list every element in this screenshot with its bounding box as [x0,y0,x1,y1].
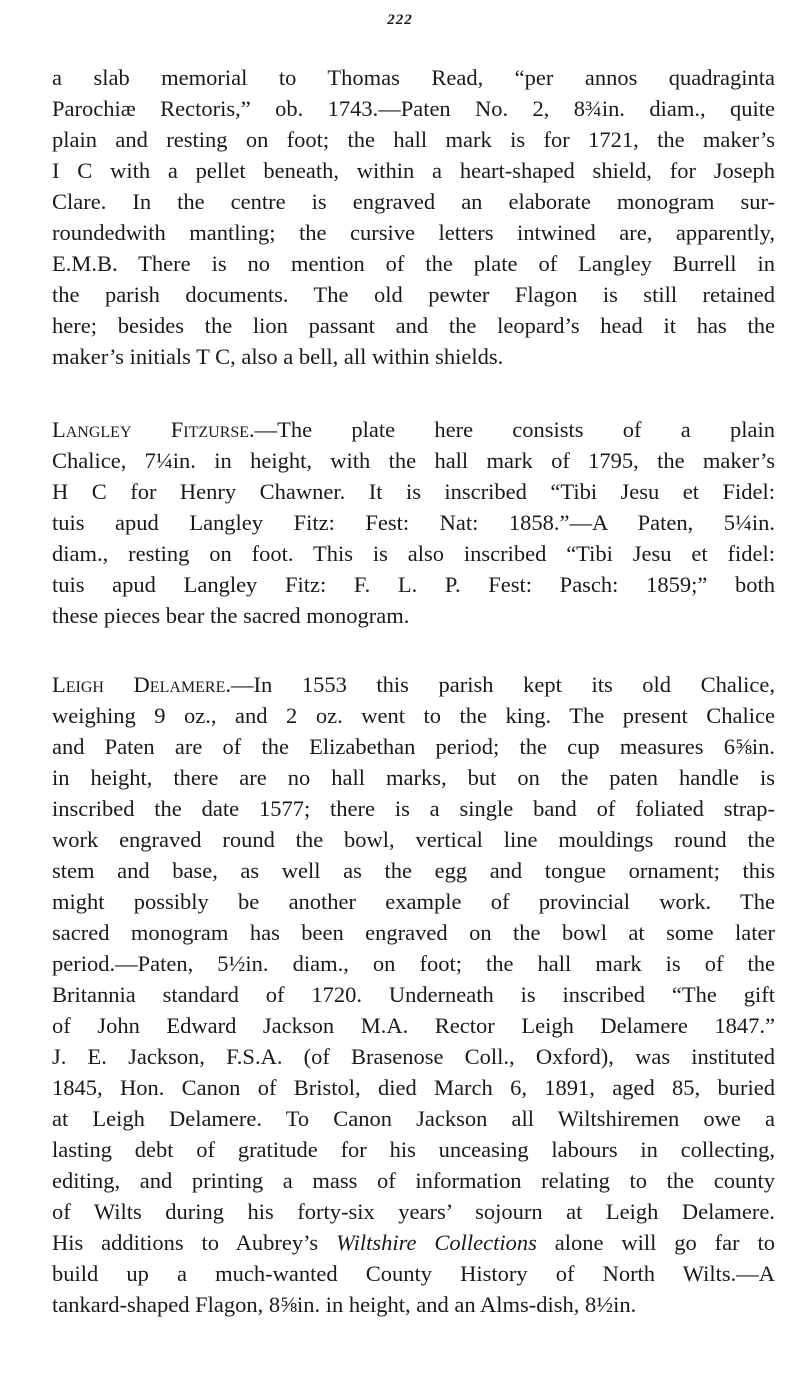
text-line [52,669,775,700]
text-line: tuis apud Langley Fitz: F. L. P. Fest: Pasch: 1859;” both [52,572,775,597]
text-line: period.—Paten, 5½in. diam., on foot; the hall mark is of the [52,951,775,976]
text-run: alone will go far to [536,1230,775,1255]
text-line: the parish documents. The old pewter Flagon is still retained [52,282,775,307]
text-line: plain and resting on foot; the hall mark is for 1721, the maker’s [52,127,775,152]
text-line: of Wilts during his forty-six years’ sojourn at Leigh Delamere. [52,1199,775,1224]
text-line: E.M.B. There is no mention of the plate of Langley Burrell in [52,251,775,276]
text-line: diam., resting on foot. This is also inscribed “Tibi Jesu et fidel: [52,541,775,566]
text-line: of John Edward Jackson M.A. Rector Leigh Delamere 1847.” [52,1013,775,1038]
text-line: tuis apud Langley Fitz: Fest: Nat: 1858.”—A Paten, 5¼in. [52,510,775,535]
text-line [52,414,775,445]
text-line: roundedwith mantling; the cursive letters intwined are, apparently, [52,220,775,245]
paragraph-leigh-delamere [52,669,775,1320]
text-line: might possibly be another example of provincial work. The [52,889,775,914]
text-line [52,1227,775,1258]
text-line: a slab memorial to Thomas Read, “per annos quadraginta [52,65,775,90]
text-line: at Leigh Delamere. To Canon Jackson all Wiltshiremen owe a [52,1106,775,1131]
paragraph-langley-fitzurse [52,414,775,631]
section-heading: Langley Fitzurse. [52,417,255,442]
text-line: 1845, Hon. Canon of Bristol, died March 6, 1891, aged 85, buried [52,1075,775,1100]
text-line: Clare. In the centre is engraved an elaborate monogram sur- [52,189,775,214]
text-line: work engraved round the bowl, vertical line mouldings round the [52,827,775,852]
text-line: Parochiæ Rectoris,” ob. 1743.—Paten No. 2, 8¾in. diam., quite [52,96,775,121]
book-title: Wiltshire Collections [336,1230,537,1255]
text-line: lasting debt of gratitude for his unceasing labours in collecting, [52,1137,775,1162]
text-run: —In 1553 this parish kept its old Chalice, [230,672,775,697]
text-line: inscribed the date 1577; there is a single band of foliated strap- [52,796,775,821]
section-heading: Leigh Delamere. [52,672,231,697]
text-run: His additions to Aubrey’s [52,1230,337,1255]
text-line: stem and base, as well as the egg and tongue ornament; this [52,858,775,883]
text-line: Britannia standard of 1720. Underneath is inscribed “The gift [52,982,775,1007]
text-run: —The plate here consists of a plain [254,417,775,442]
page-number: 222 [387,12,413,28]
paragraph-langley-burrell [52,62,775,372]
text-line: maker’s initials T C, also a bell, all within shields. [52,344,504,369]
text-line: and Paten are of the Elizabethan period; the cup measures 6⅝in. [52,734,775,759]
text-line: sacred monogram has been engraved on the bowl at some later [52,920,775,945]
text-line: weighing 9 oz., and 2 oz. went to the king. The present Chalice [52,703,775,728]
text-line: H C for Henry Chawner. It is inscribed “Tibi Jesu et Fidel: [52,479,775,504]
text-line: editing, and printing a mass of information relating to the county [52,1168,775,1193]
text-line: I C with a pellet beneath, within a heart-shaped shield, for Joseph [52,158,775,183]
text-line: in height, there are no hall marks, but on the paten handle is [52,765,775,790]
text-line: these pieces bear the sacred monogram. [52,603,410,628]
text-line: build up a much-wanted County History of North Wilts.—A [52,1261,775,1286]
text-line: tankard-shaped Flagon, 8⅝in. in height, and an Alms-dish, 8½in. [52,1292,637,1317]
text-line: J. E. Jackson, F.S.A. (of Brasenose Coll., Oxford), was instituted [52,1044,775,1069]
text-line: Chalice, 7¼in. in height, with the hall mark of 1795, the maker’s [52,448,775,473]
text-line: here; besides the lion passant and the leopard’s head it has the [52,313,775,338]
